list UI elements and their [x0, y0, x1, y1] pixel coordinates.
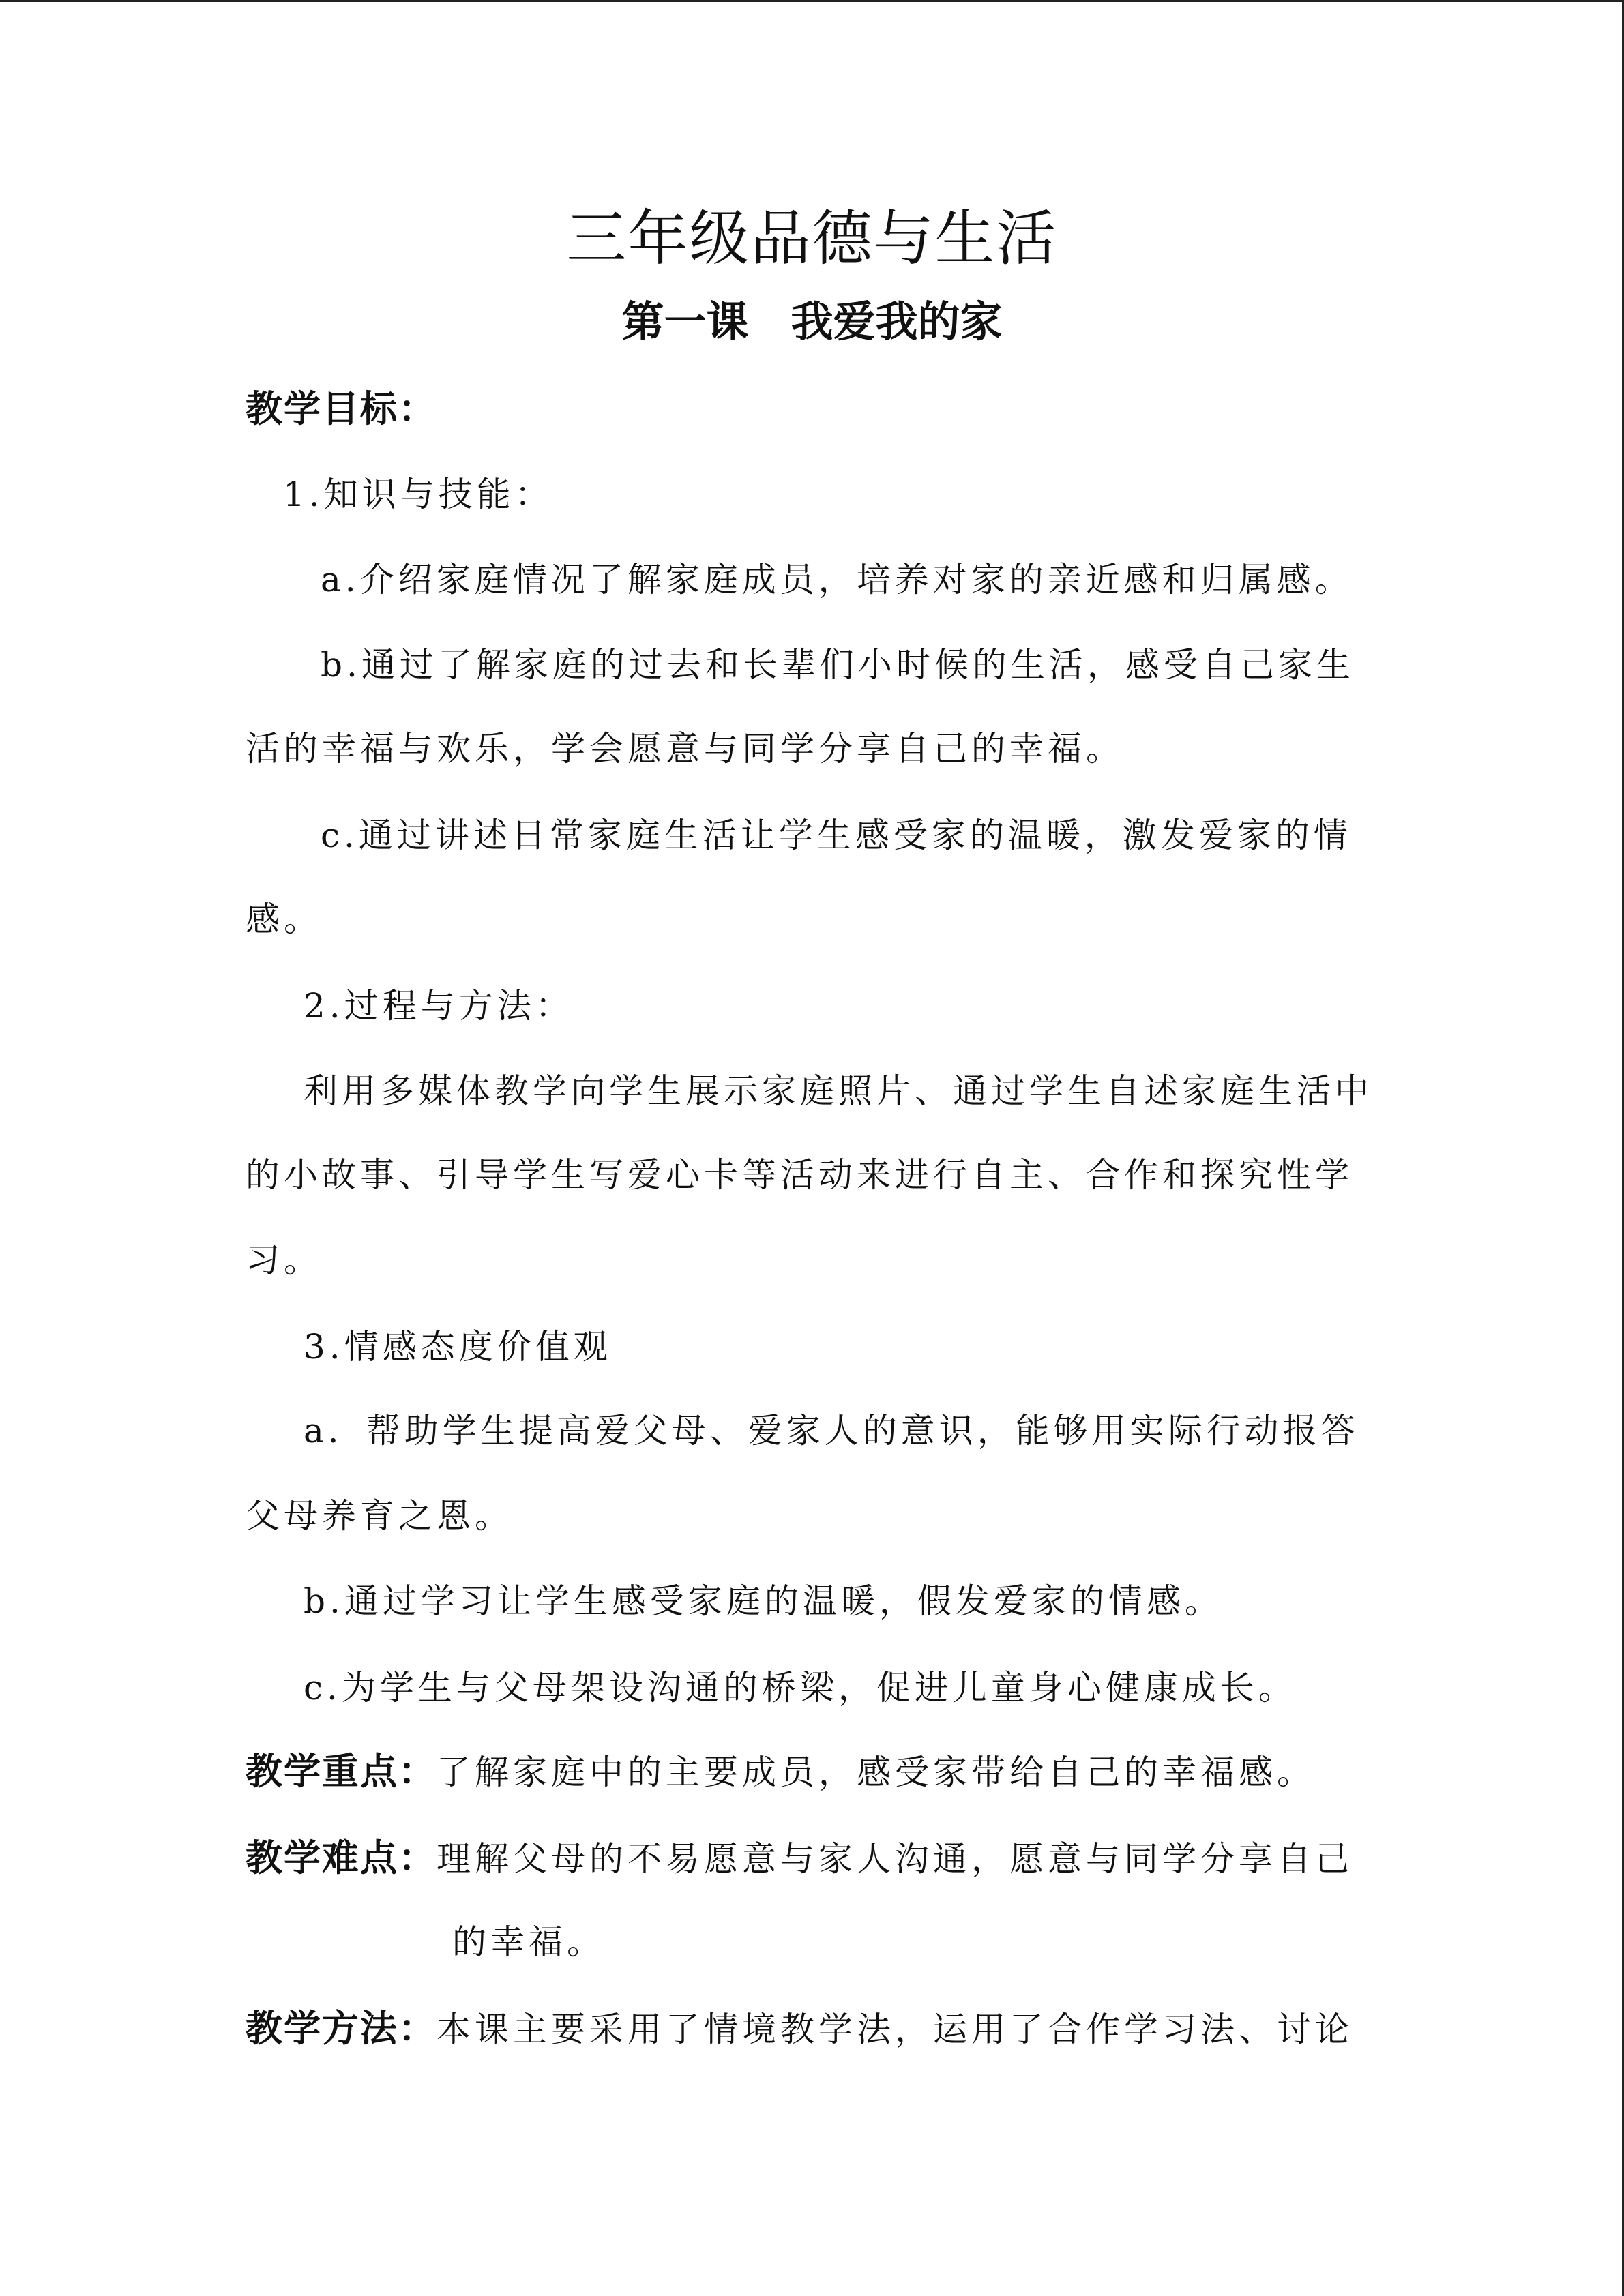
section3-item-a-line1: a．帮助学生提高爱父母、爱家人的意识，能够用实际行动报答	[304, 1411, 1359, 1450]
objectives-heading: 教学目标：	[246, 387, 437, 430]
method-label: 教学方法：	[246, 2007, 437, 2050]
section3-item-a-line2: 父母养育之恩。	[246, 1496, 513, 1536]
section1-item-b-line2: 活的幸福与欢乐，学会愿意与同学分享自己的幸福。	[246, 729, 1124, 769]
section3-item-c: c.为学生与父母架设沟通的桥梁，促进儿童身心健康成长。	[304, 1668, 1297, 1708]
difficulty-text-line2: 的幸福。	[452, 1922, 605, 1962]
section2-heading: 2.过程与方法：	[304, 986, 574, 1026]
difficulty-row	[246, 1834, 1353, 1883]
section3-item-b: b.通过学习让学生感受家庭的温暖，假发爱家的情感。	[304, 1581, 1223, 1621]
section1-item-a: a.介绍家庭情况了解家庭成员，培养对家的亲近感和归属感。	[321, 560, 1353, 599]
page-border-top	[0, 0, 1624, 2]
difficulty-label: 教学难点：	[246, 1836, 437, 1879]
section1-item-c-line1: c.通过讲述日常家庭生活让学生感受家的温暖，激发爱家的情	[321, 816, 1352, 855]
method-row	[246, 2005, 1353, 2053]
section2-para-line1: 利用多媒体教学向学生展示家庭照片、通过学生自述家庭生活中	[304, 1071, 1373, 1111]
section2-para-line3: 习。	[246, 1240, 322, 1280]
method-text: 本课主要采用了情境教学法，运用了合作学习法、讨论	[437, 2010, 1353, 2049]
difficulty-text-line1: 理解父母的不易愿意与家人沟通，愿意与同学分享自己	[437, 1839, 1353, 1879]
section3-heading: 3.情感态度价值观	[304, 1327, 612, 1367]
document-title: 三年级品德与生活	[566, 203, 1058, 273]
section1-item-c-line2: 感。	[246, 899, 322, 939]
section2-para-line2: 的小故事、引导学生写爱心卡等活动来进行自主、合作和探究性学	[246, 1155, 1353, 1195]
key-point-text: 了解家庭中的主要成员，感受家带给自己的幸福感。	[437, 1753, 1315, 1792]
key-point-row	[246, 1748, 1315, 1796]
lesson-subtitle: 第一课 我爱我的家	[621, 297, 1003, 346]
section1-heading: 1.知识与技能：	[283, 475, 553, 514]
key-point-label: 教学重点：	[246, 1750, 437, 1793]
section1-item-b-line1: b.通过了解家庭的过去和长辈们小时候的生活，感受自己家生	[321, 645, 1355, 685]
